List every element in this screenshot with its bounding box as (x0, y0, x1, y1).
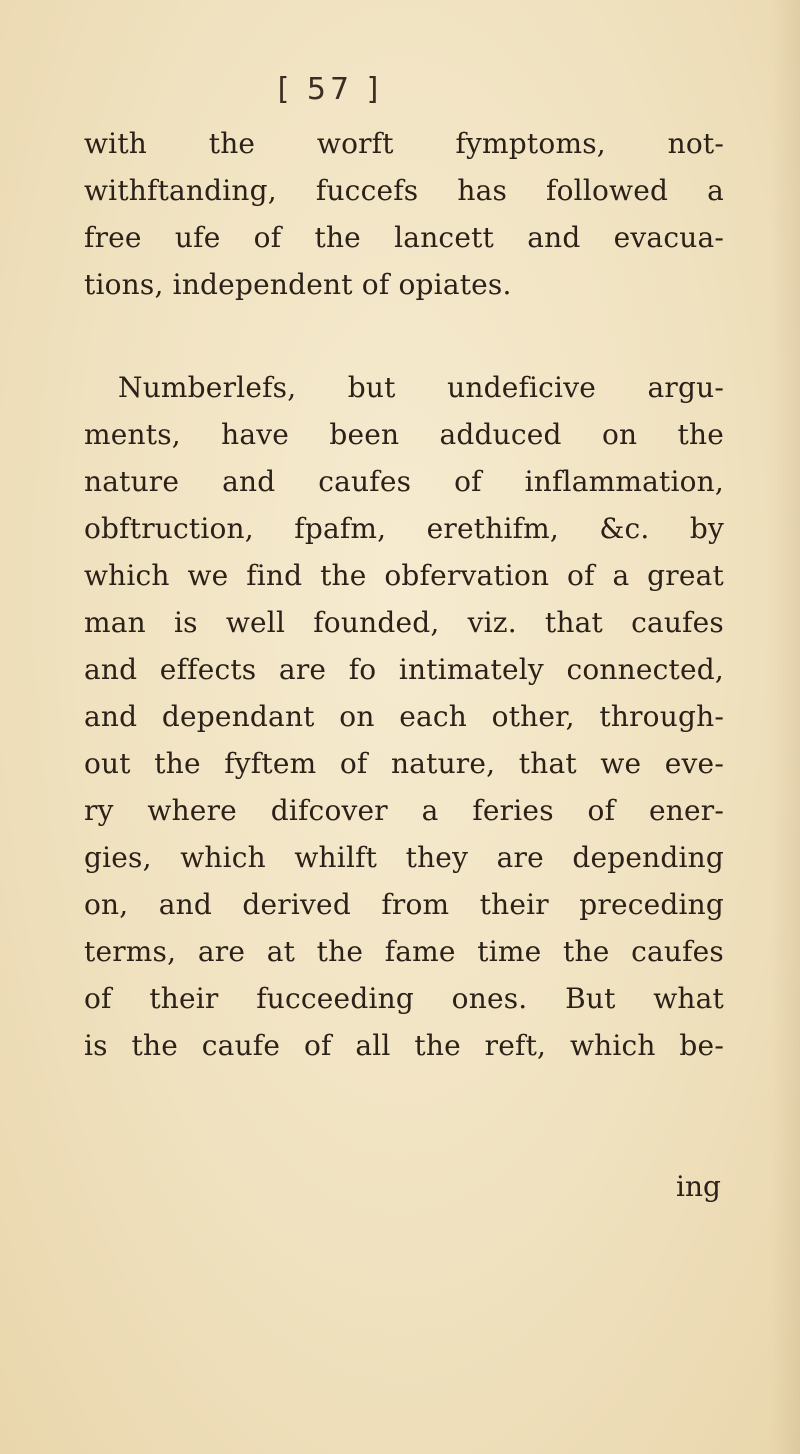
text-line: nature and caufes of inflammation, (84, 465, 724, 498)
catchword: ing (676, 1170, 721, 1203)
text-line: ments, have been adduced on the (84, 418, 724, 451)
text-line: of their fucceeding ones. But what (84, 982, 724, 1015)
page-edge-shadow (770, 0, 800, 1454)
text-line: free ufe of the lancett and evacua- (84, 221, 724, 254)
text-line: withftanding, fuccefs has followed a (84, 174, 724, 207)
text-line: tions, independent of opiates. (84, 268, 512, 301)
text-line: gies, which whilft they are depending (84, 841, 724, 874)
text-line: Numberlefs, but undeficive argu- (118, 371, 724, 404)
text-line: with the worft fymptoms, not- (84, 127, 724, 160)
text-line: which we find the obfervation of a great (84, 559, 724, 592)
text-line: is the caufe of all the reft, which be- (84, 1029, 724, 1062)
text-line: man is well founded, viz. that caufes (84, 606, 724, 639)
text-line: and dependant on each other, through- (84, 700, 724, 733)
text-line: terms, are at the fame time the caufes (84, 935, 724, 968)
text-line: out the fyftem of nature, that we eve- (84, 747, 724, 780)
page-number-header: [ 57 ] (277, 72, 383, 107)
paragraph-1 (84, 120, 724, 308)
text-line: ry where difcover a feries of ener- (84, 794, 724, 827)
text-line: on, and derived from their preceding (84, 888, 724, 921)
text-line: obftruction, fpafm, erethifm, &c. by (84, 512, 724, 545)
paragraph-2 (84, 364, 724, 1069)
text-line: and effects are fo intimately connected, (84, 653, 724, 686)
